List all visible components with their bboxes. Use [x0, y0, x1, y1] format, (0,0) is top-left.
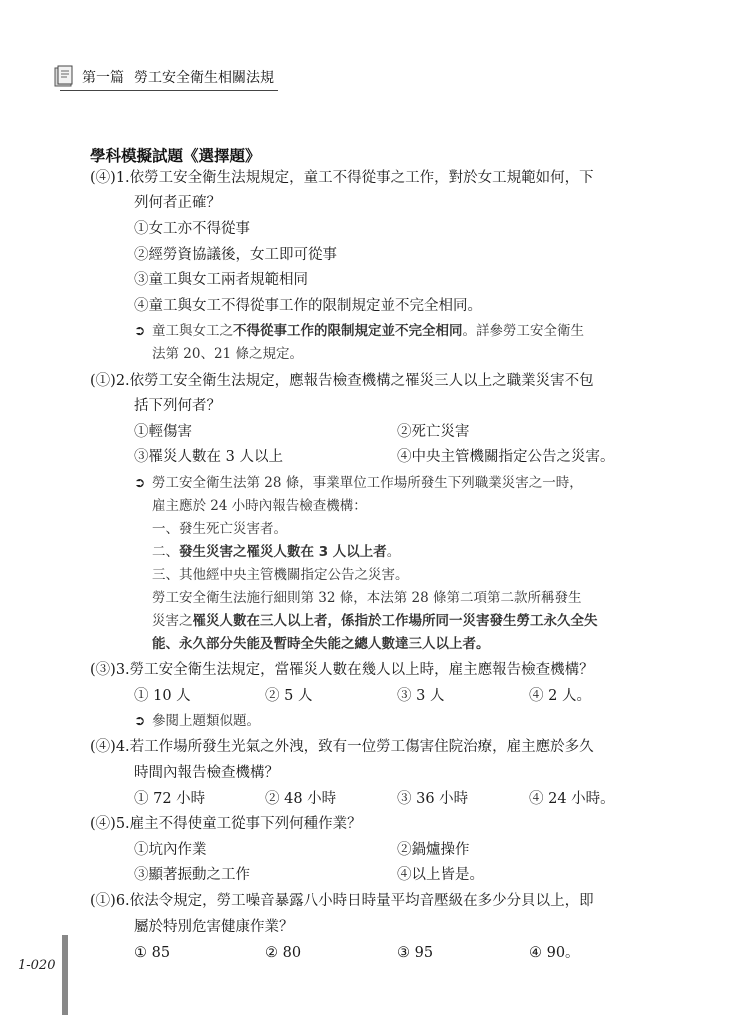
chapter-header: [52, 62, 278, 90]
question-4-option-3: ③ 36 小時: [397, 791, 469, 807]
question-5: [90, 814, 362, 834]
question-2-option-3: ③罹災人數在 3 人以上: [134, 449, 283, 465]
arrow-right-icon: ➲: [134, 475, 146, 491]
question-1-stem-cont: 列何者正確？: [134, 195, 221, 211]
question-1: [90, 168, 594, 188]
question-6-option-3: ③ 95: [397, 945, 434, 961]
book-icon: [52, 64, 76, 88]
explanation-highlight: 不得從事工作的限制規定並不完全相同: [233, 323, 463, 339]
question-1-option-4: ④童工與女工不得從事工作的限制規定並不完全相同。: [134, 298, 482, 314]
chapter-header-text: [82, 67, 274, 87]
question-5-option-4: ④以上皆是。: [397, 867, 484, 883]
explanation-text: 災害之: [152, 613, 193, 629]
question-6-answer: (①)6.: [90, 893, 130, 909]
explanation-text: 二、: [152, 544, 179, 560]
question-4-stem-cont: 時間內報告檢查機構？: [134, 765, 279, 781]
explanation-line: 能、永久部分失能及暫時全失能之總人數達三人以上者。: [152, 636, 490, 652]
question-3-option-2: ② 5 人: [265, 688, 313, 704]
question-3-answer: (③)3.: [90, 662, 130, 678]
question-1-option-1: ①女工亦不得從事: [134, 221, 250, 237]
question-3-option-1: ① 10 人: [134, 688, 191, 704]
question-1-answer: (④)1.: [90, 170, 130, 186]
question-4-option-1: ① 72 小時: [134, 791, 206, 807]
question-3-stem: 勞工安全衛生法規定，當罹災人數在幾人以上時，雇主應報告檢查機構？: [129, 662, 594, 678]
question-2-stem-cont: 括下列何者？: [134, 398, 221, 414]
question-2-option-1: ①輕傷害: [134, 424, 192, 440]
explanation-line: 雇主應於 24 小時內報告檢查機構：: [152, 498, 367, 514]
page-number: 1-020: [18, 958, 56, 973]
explanation-text: 童工與女工之: [152, 323, 233, 339]
explanation-line: [152, 542, 400, 562]
header-divider: [60, 90, 278, 91]
question-2-answer: (①)2.: [90, 373, 130, 389]
part-label: 第一篇: [82, 70, 124, 86]
question-5-option-2: ②鍋爐操作: [397, 842, 470, 858]
question-2-explanation: [134, 473, 583, 493]
explanation-line: 三、其他經中央主管機關指定公告之災害。: [152, 567, 409, 583]
question-6-stem-cont: 屬於特別危害健康作業？: [134, 919, 294, 935]
question-1-explanation-cont: 法第 20、21 條之規定。: [152, 346, 303, 362]
explanation-line: [152, 611, 598, 631]
explanation-text: 勞工安全衛生法第 28 條，事業單位工作場所發生下列職業災害之一時，: [152, 475, 583, 491]
question-3-option-4: ④ 2 人。: [529, 688, 591, 704]
explanation-text: 參閱上題類似題。: [152, 713, 260, 729]
page-edge-bar: [62, 935, 68, 1015]
arrow-right-icon: ➲: [134, 713, 146, 729]
question-3: [90, 660, 594, 680]
question-5-option-3: ③顯著振動之工作: [134, 867, 250, 883]
question-6-stem: 依法令規定，勞工噪音暴露八小時日時量平均音壓級在多少分貝以上，即: [129, 893, 594, 909]
question-2: [90, 371, 594, 391]
question-6: [90, 891, 594, 911]
explanation-text: 。: [386, 544, 401, 560]
question-4-option-4: ④ 24 小時。: [529, 791, 615, 807]
explanation-line: 勞工安全衛生法施行細則第 32 條，本法第 28 條第二項第二款所稱發生: [152, 590, 582, 606]
question-2-option-2: ②死亡災害: [397, 424, 470, 440]
question-4-stem: 若工作場所發生光氣之外洩，致有一位勞工傷害住院治療，雇主應於多久: [129, 739, 594, 755]
question-6-option-2: ② 80: [265, 945, 302, 961]
section-title: 學科模擬試題《選擇題》: [90, 147, 261, 165]
question-5-stem: 雇主不得使童工從事下列何種作業？: [129, 816, 362, 832]
question-1-option-2: ②經勞資協議後，女工即可從事: [134, 247, 337, 263]
question-4: [90, 737, 594, 757]
question-1-stem: 依勞工安全衛生法規規定，童工不得從事之工作，對於女工規範如何，下: [129, 170, 594, 186]
question-5-answer: (④)5.: [90, 816, 130, 832]
question-5-option-1: ①坑內作業: [134, 842, 207, 858]
question-4-option-2: ② 48 小時: [265, 791, 337, 807]
question-1-explanation: [134, 321, 584, 341]
arrow-right-icon: ➲: [134, 323, 146, 339]
explanation-highlight: 發生災害之罹災人數在 3 人以上者: [179, 544, 387, 560]
question-2-option-4: ④中央主管機關指定公告之災害。: [397, 449, 615, 465]
explanation-line: 一、發生死亡災害者。: [152, 521, 287, 537]
question-3-option-3: ③ 3 人: [397, 688, 445, 704]
question-6-option-1: ① 85: [134, 945, 171, 961]
question-6-option-4: ④ 90。: [529, 945, 580, 961]
explanation-text: 。詳參勞工安全衛生: [462, 323, 584, 339]
question-4-answer: (④)4.: [90, 739, 130, 755]
chapter-title: 勞工安全衛生相關法規: [134, 70, 274, 86]
question-2-stem: 依勞工安全衛生法規定，應報告檢查機構之罹災三人以上之職業災害不包: [129, 373, 594, 389]
explanation-highlight: 罹災人數在三人以上者，係指於工作場所同一災害發生勞工永久全失: [192, 613, 598, 629]
question-3-explanation: [134, 711, 260, 731]
question-1-option-3: ③童工與女工兩者規範相同: [134, 272, 308, 288]
